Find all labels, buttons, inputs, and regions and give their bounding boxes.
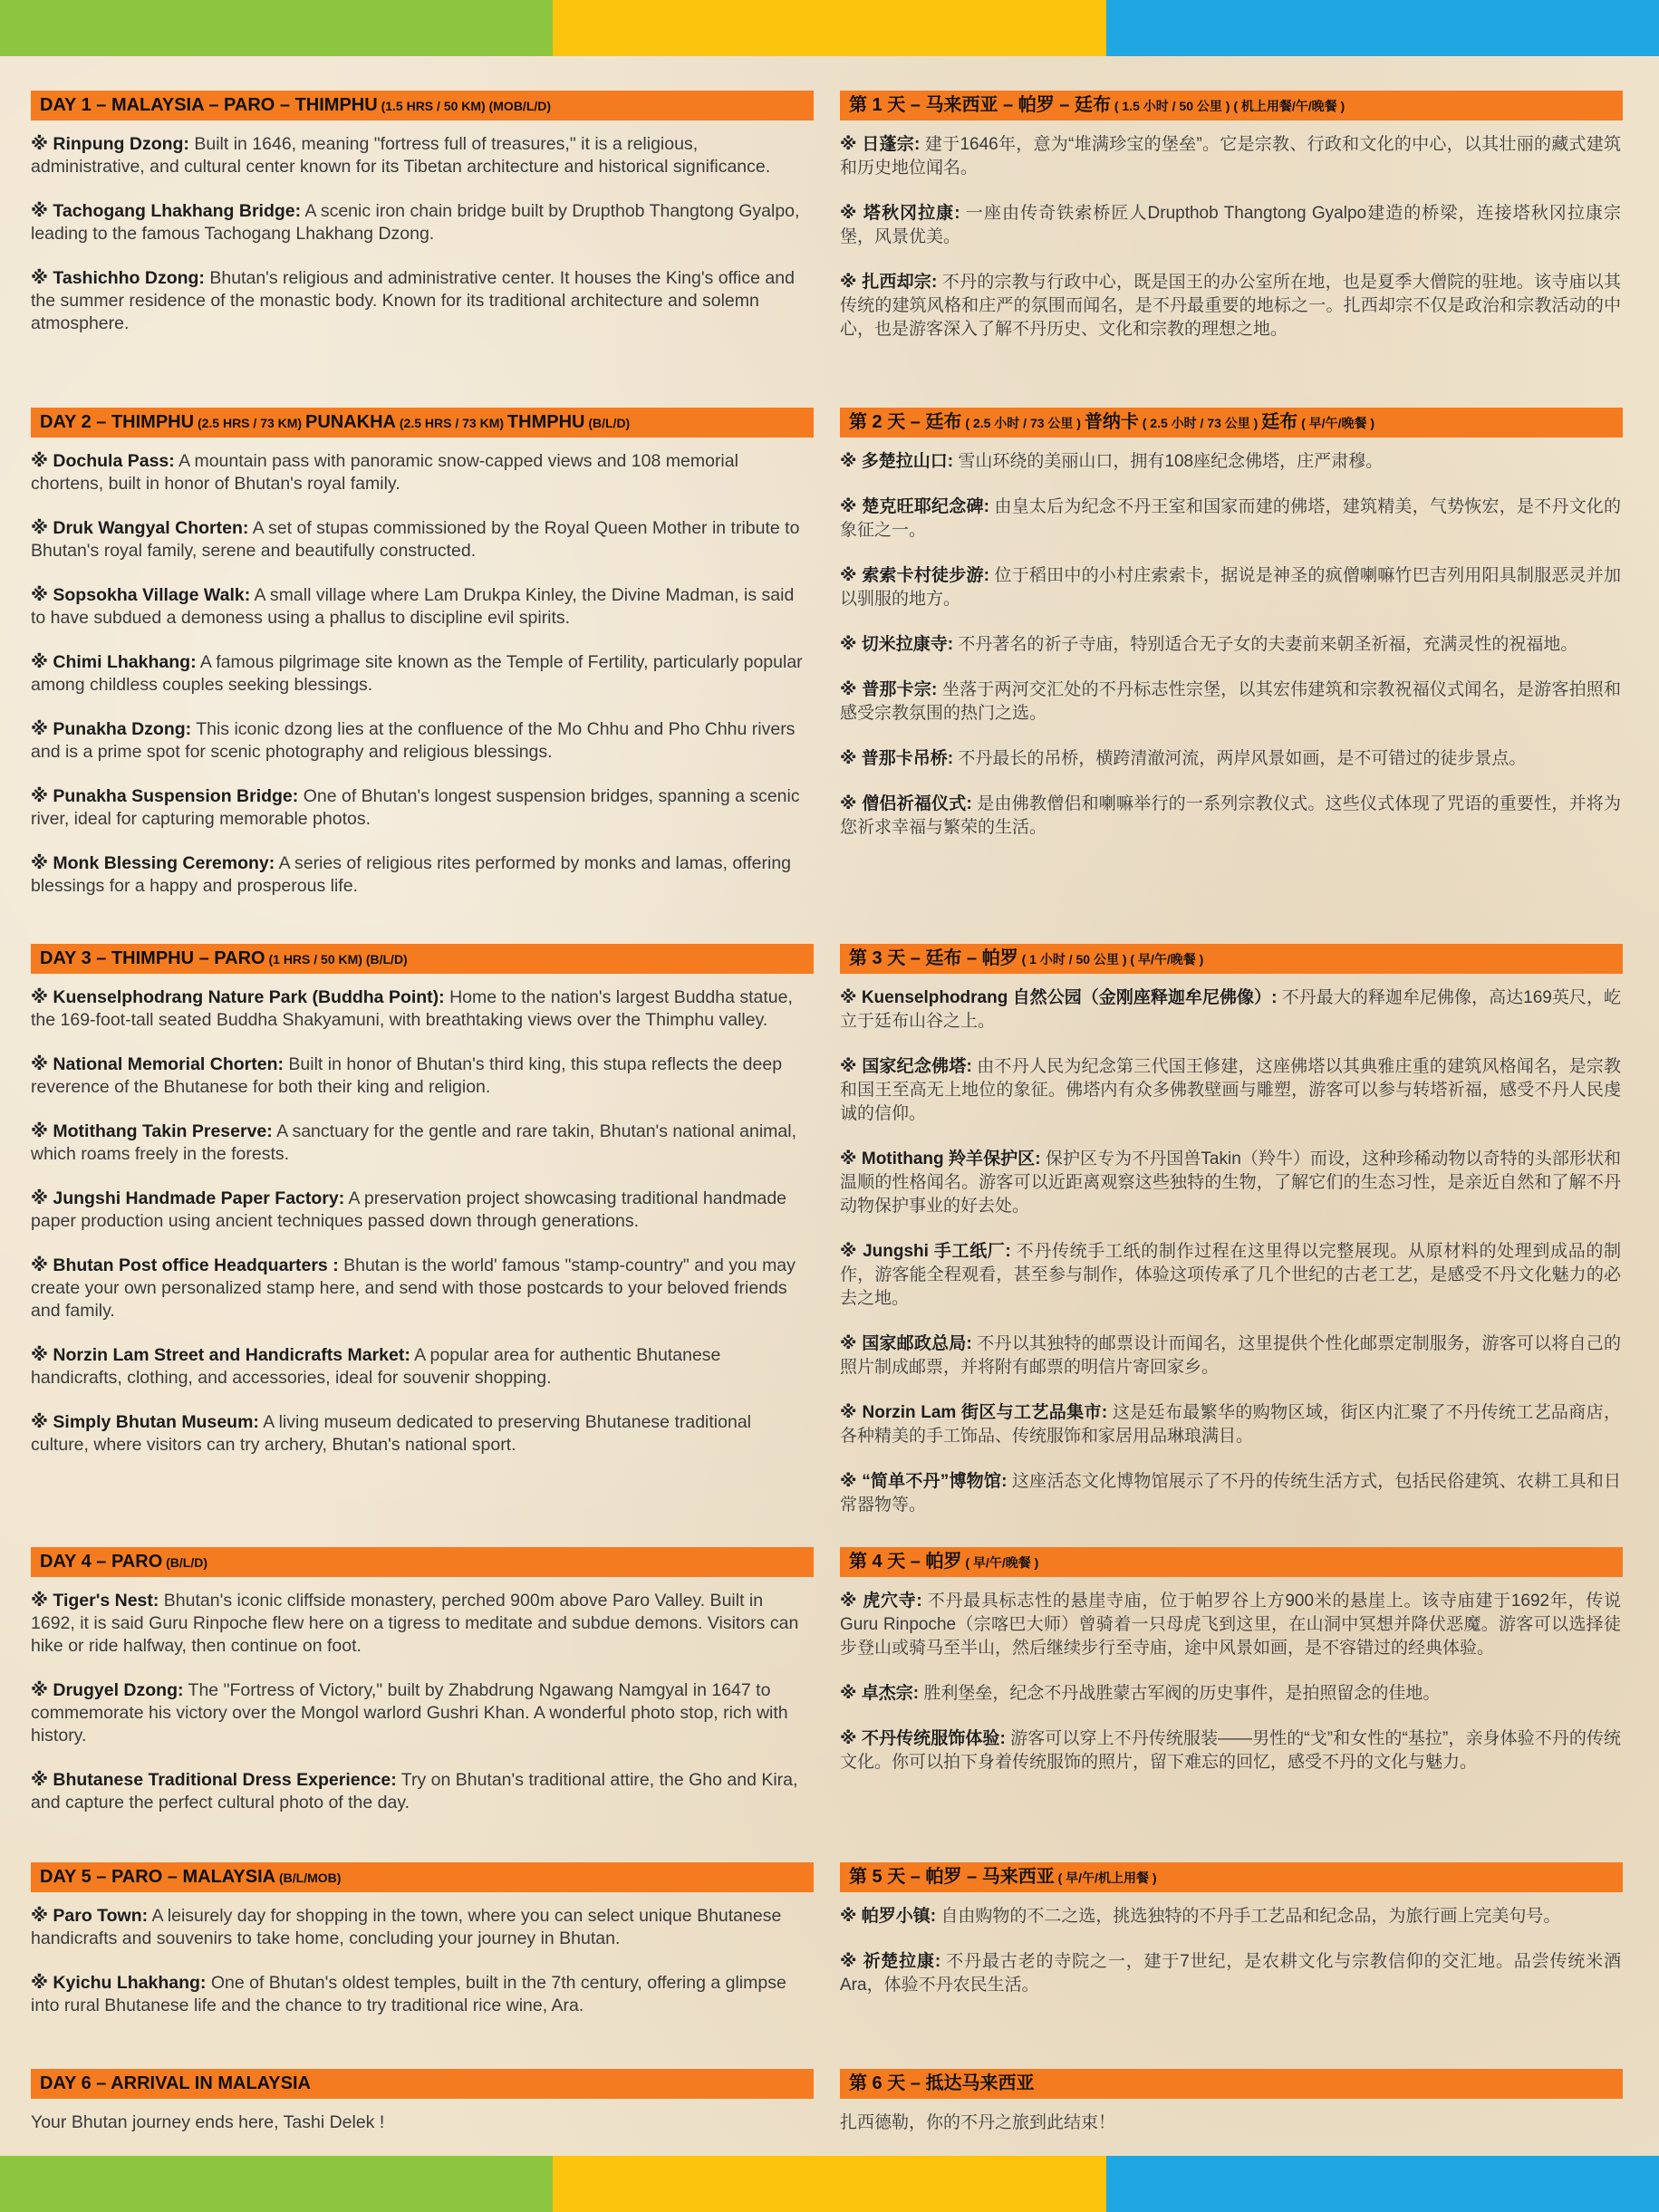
attraction-description: 不丹最大的释迦牟尼佛像，高达169英尺，屹立于廷布山谷之上。 <box>840 988 1621 1031</box>
attraction-item <box>840 271 1621 341</box>
attraction-list <box>840 2099 1623 2135</box>
day-title: DAY 1 – MALAYSIA – PARO – THIMPHU <box>40 95 378 115</box>
attraction-name: Tashichho Dzong: <box>53 268 205 288</box>
attraction-description: 雪山环绕的美丽山口，拥有108座纪念佛塔，庄严肃穆。 <box>953 452 1384 471</box>
attraction-description: 保护区专为不丹国兽Takin（羚牛）而设，这种珍稀动物以奇特的头部形状和温顺的性格闻名。游客可以近距离观察这些独特的生物，了解它们的生态习性，是亲近自然和了解不丹动物保护事业的好去处。 <box>840 1149 1622 1216</box>
attraction-description: 这是廷布最繁华的购物区域，街区内汇聚了不丹传统工艺品商店，各种精美的手工饰品、传统服饰和家居用品琳琅满目。 <box>840 1403 1622 1446</box>
reference-mark: ※ <box>840 1952 858 1971</box>
day-section <box>840 408 1623 861</box>
reference-mark: ※ <box>840 273 857 292</box>
attraction-name: 僧侣祈福仪式: <box>862 794 972 813</box>
attraction-item <box>31 785 812 831</box>
day-header-bar <box>840 91 1623 120</box>
attraction-item <box>31 267 812 335</box>
attraction-description: Built in 1646, meaning "fortress full of treasures," it is a religious, administrative, and cultural center known for its Tibetan architecture and historical significance. <box>31 134 771 177</box>
reference-mark: ※ <box>840 680 857 699</box>
attraction-description: 不丹最长的吊桥，横跨清澈河流，两岸风景如画，是不可错过的徒步景点。 <box>953 749 1527 768</box>
day-title: 第 6 天 – 抵达马来西亚 <box>849 2073 1035 2093</box>
attraction-name: 祈楚拉康: <box>863 1952 941 1971</box>
reference-mark: ※ <box>840 1149 857 1169</box>
attraction-name: Chimi Lhakhang: <box>53 652 197 672</box>
attraction-item <box>31 1188 812 1233</box>
attraction-description: 是由佛教僧侣和喇嘛举行的一系列宗教仪式。这些仪式体现了咒语的重要性，并将为您祈求幸福与繁荣的生活。 <box>840 794 1622 837</box>
attraction-item <box>31 1905 812 1950</box>
attraction-name: 日蓬宗: <box>862 135 921 154</box>
attraction-name: 国家纪念佛塔: <box>862 1057 972 1076</box>
attraction-description: Built in honor of Bhutan's third king, this stupa reflects the deep reverence of the Bhutanese for both their king and religion. <box>31 1054 783 1097</box>
attraction-name: Paro Town: <box>53 1906 149 1926</box>
day-title: 第 5 天 – 帕罗 – 马来西亚 <box>849 1867 1055 1887</box>
attraction-item <box>840 1590 1621 1660</box>
reference-mark: ※ <box>840 566 857 585</box>
reference-mark: ※ <box>31 1345 48 1365</box>
day-title: DAY 4 – PARO <box>40 1552 163 1572</box>
day-section <box>840 1547 1623 1796</box>
attraction-name: National Memorial Chorten: <box>53 1054 284 1074</box>
attraction-description: 坐落于两河交汇处的不丹标志性宗堡，以其宏伟建筑和宗教祝福仪式闻名，是游客拍照和感受宗教氛围的热门之选。 <box>840 680 1621 723</box>
attraction-list <box>840 1892 1623 1997</box>
attraction-description: One of Bhutan's oldest temples, built in the 7th century, offering a glimpse into rural Bhutanese life and the chance to try traditional rice wine, Ara. <box>31 1973 786 2015</box>
reference-mark: ※ <box>31 1188 48 1208</box>
reference-mark: ※ <box>31 652 48 672</box>
reference-mark: ※ <box>31 201 48 221</box>
attraction-item <box>840 793 1621 840</box>
day-subtitle: ( 2.5 小时 / 73 公里 ) <box>1138 416 1262 430</box>
day-header-bar <box>31 91 814 120</box>
attraction-name: Tachogang Lhakhang Bridge: <box>53 201 302 221</box>
attraction-item <box>31 1972 812 2017</box>
band-green <box>0 0 553 56</box>
attraction-item <box>840 986 1621 1034</box>
attraction-name: Kuenselphodrang 自然公园（金刚座释迦牟尼佛像）: <box>861 988 1278 1007</box>
attraction-item <box>840 1950 1621 1997</box>
attraction-description: A popular area for authentic Bhutanese handicrafts, clothing, and accessories, ideal for souvenir shopping. <box>31 1345 721 1388</box>
attraction-item <box>31 1255 812 1322</box>
attraction-description: 由皇太后为纪念不丹王室和国家而建的佛塔，建筑精美，气势恢宏，是不丹文化的象征之一。 <box>840 497 1621 540</box>
attraction-name: Kyichu Lhakhang: <box>53 1973 207 1993</box>
attraction-item <box>840 1332 1621 1380</box>
attraction-item <box>840 202 1621 249</box>
attraction-description: 位于稻田中的小村庄索索卡，据说是神圣的疯僧喇嘛竹巴吉列用阳具制服恶灵并加以驯服的地方。 <box>840 566 1621 609</box>
attraction-description: A set of stupas commissioned by the Royal Queen Mother in tribute to Bhutan's royal family, serene and beautifully constructed. <box>31 518 800 561</box>
attraction-description: 一座由传奇铁索桥匠人Drupthob Thangtong Gyalpo建造的桥梁，连接塔秋冈拉康宗堡，风景优美。 <box>840 204 1621 246</box>
attraction-item <box>31 1769 812 1814</box>
attraction-description: 不丹以其独特的邮票设计而闻名，这里提供个性化邮票定制服务，游客可以将自己的照片制成邮票，并将附有邮票的明信片寄回家乡。 <box>840 1334 1622 1377</box>
day-title: PUNAKHA <box>304 412 396 432</box>
day-header-bar <box>31 1862 814 1892</box>
day-section <box>31 944 814 1478</box>
day-header-bar <box>840 408 1623 438</box>
reference-mark: ※ <box>840 1684 857 1703</box>
attraction-item <box>31 1120 812 1166</box>
attraction-description: Bhutan's iconic cliffside monastery, perched 900m above Paro Valley. Built in 1692, it is said Guru Rinpoche flew here on a tigress to meditate and subdue demons. Visitors can hike or ride halfway, then continue on foot. <box>31 1591 799 1656</box>
attraction-name: 不丹传统服饰体验: <box>861 1729 1006 1748</box>
day-subtitle: (B/L/D) <box>584 416 631 430</box>
attraction-name: 普那卡宗: <box>862 680 938 699</box>
attraction-name: 卓杰宗: <box>861 1684 920 1703</box>
day-header-bar <box>31 1547 814 1577</box>
attraction-description: Home to the nation's largest Buddha statue, the 169-foot-tall seated Buddha Shakyamuni, with breathtaking views over the Thimphu valley. <box>31 987 793 1030</box>
top-color-band <box>0 0 1659 56</box>
attraction-description: A mountain pass with panoramic snow-capped views and 108 memorial chortens, built in honor of Bhutan's royal family. <box>31 451 738 494</box>
attraction-item <box>840 450 1621 474</box>
attraction-description: 不丹著名的祈子寺庙，特别适合无子女的夫妻前来朝圣祈福，充满灵性的祝福地。 <box>953 635 1578 654</box>
band-green <box>0 2156 553 2212</box>
attraction-list <box>31 438 814 898</box>
attraction-description: 建于1646年，意为“堆满珍宝的堡垒”。它是宗教、行政和文化的中心，以其壮丽的藏式建筑和历史地位闻名。 <box>840 135 1621 178</box>
day-title: DAY 6 – ARRIVAL IN MALAYSIA <box>40 2073 311 2093</box>
attraction-description: A scenic iron chain bridge built by Drupthob Thangtong Gyalpo, leading to the famous Tachogang Lhakhang Dzong. <box>31 201 800 244</box>
attraction-item <box>31 450 812 495</box>
day-title: DAY 2 – THIMPHU <box>40 412 195 432</box>
attraction-name: Punakha Suspension Bridge: <box>53 786 299 806</box>
attraction-list <box>840 974 1623 1517</box>
reference-mark: ※ <box>31 853 48 873</box>
day-subtitle: (1.5 HRS / 50 KM) (MOB/L/D) <box>377 99 552 113</box>
attraction-list <box>31 1577 814 1814</box>
reference-mark: ※ <box>840 1403 857 1422</box>
reference-mark: ※ <box>840 1729 857 1748</box>
attraction-description: A living museum dedicated to preserving Bhutanese traditional culture, where visitors can try archery, Bhutan's national sport. <box>31 1412 751 1455</box>
attraction-name: 切米拉康寺: <box>861 635 954 654</box>
day-subtitle: (B/L/D) <box>162 1555 208 1570</box>
day-header-bar <box>31 408 814 438</box>
reference-mark: ※ <box>840 988 857 1007</box>
attraction-list <box>840 1577 1623 1774</box>
attraction-item <box>31 1590 812 1658</box>
day-subtitle: ( 早/午/晚餐 ) <box>961 1555 1039 1570</box>
attraction-name: Drugyel Dzong: <box>53 1680 184 1700</box>
reference-mark: ※ <box>31 585 48 605</box>
reference-mark: ※ <box>840 497 857 516</box>
attraction-item <box>840 1401 1621 1448</box>
attraction-description: Try on Bhutan's traditional attire, the Gho and Kira, and capture the perfect cultural photo of the day. <box>31 1770 798 1813</box>
reference-mark: ※ <box>31 1591 48 1611</box>
attraction-description: 由不丹人民为纪念第三代国王修建，这座佛塔以其典雅庄重的建筑风格闻名，是宗教和国王至高无上地位的象征。佛塔内有众多佛教壁画与雕塑，游客可以参与转塔祈福，感受不丹人民虔诚的信仰。 <box>840 1057 1622 1123</box>
attraction-item <box>840 678 1621 726</box>
attraction-item <box>840 747 1621 771</box>
reference-mark: ※ <box>840 1334 857 1353</box>
day-title: 廷布 <box>1261 412 1298 432</box>
reference-mark: ※ <box>31 134 48 154</box>
day-section <box>31 2069 814 2156</box>
attraction-list <box>31 2099 814 2134</box>
reference-mark: ※ <box>840 1907 857 1926</box>
attraction-name: Punakha Dzong: <box>53 719 192 739</box>
attraction-name: 楚克旺耶纪念碑: <box>862 497 990 516</box>
reference-mark: ※ <box>840 452 857 471</box>
day-subtitle: (1 HRS / 50 KM) (B/L/D) <box>265 952 408 967</box>
attraction-name: Jungshi Handmade Paper Factory: <box>53 1188 345 1208</box>
attraction-name: Bhutanese Traditional Dress Experience: <box>53 1770 397 1790</box>
day-title: 第 2 天 – 廷布 <box>849 412 962 432</box>
attraction-name: Motithang Takin Preserve: <box>53 1121 273 1141</box>
attraction-description: Bhutan is the world' famous "stamp-country" and you may create your own personalized stamp here, and send with those postcards to your beloved friends and family. <box>31 1255 796 1321</box>
day-subtitle: (2.5 HRS / 73 KM) <box>194 416 305 430</box>
reference-mark: ※ <box>840 1242 858 1261</box>
band-yellow <box>553 0 1105 56</box>
attraction-name: Jungshi 手工纸厂: <box>863 1242 1011 1261</box>
day-title: 第 1 天 – 马来西亚 – 帕罗 – 廷布 <box>849 95 1111 115</box>
attraction-description: 不丹传统手工纸的制作过程在这里得以完整展现。从原材料的处理到成品的制作，游客能全程观看，甚至参与制作，体验这项传承了几个世纪的古老工艺，是感受不丹文化魅力的必去之地。 <box>840 1242 1622 1308</box>
attraction-description: One of Bhutan's longest suspension bridges, spanning a scenic river, ideal for capturing memorable photos. <box>31 786 800 829</box>
reference-mark: ※ <box>840 794 857 813</box>
attraction-item <box>31 200 812 245</box>
attraction-name: Bhutan Post office Headquarters : <box>53 1255 339 1275</box>
reference-mark: ※ <box>840 635 857 654</box>
attraction-item <box>31 517 812 563</box>
bottom-color-band <box>0 2156 1659 2212</box>
attraction-name: Monk Blessing Ceremony: <box>53 853 275 873</box>
reference-mark: ※ <box>31 1906 48 1926</box>
closing-message: Your Bhutan journey ends here, Tashi Delek ! <box>31 2112 385 2132</box>
attraction-name: 虎穴寺: <box>863 1592 922 1611</box>
attraction-list <box>840 120 1623 341</box>
day-section <box>840 1862 1623 2019</box>
day-title: DAY 3 – THIMPHU – PARO <box>40 948 265 968</box>
attraction-item <box>840 495 1621 543</box>
attraction-name: Tiger's Nest: <box>53 1591 159 1611</box>
attraction-name: 国家邮政总局: <box>862 1334 972 1353</box>
band-blue <box>1106 2156 1659 2212</box>
day-section <box>31 1862 814 2039</box>
day-subtitle: ( 1.5 小时 / 50 公里 ) ( 机上用餐/午/晚餐 ) <box>1110 99 1346 113</box>
attraction-name: Rinpung Dzong: <box>53 134 189 154</box>
attraction-name: Norzin Lam Street and Handicrafts Market: <box>53 1345 410 1365</box>
attraction-item <box>31 133 812 178</box>
day-header-bar <box>840 944 1623 974</box>
attraction-list <box>31 120 814 335</box>
attraction-name: “简单不丹”博物馆: <box>862 1472 1008 1491</box>
reference-mark: ※ <box>31 1121 48 1141</box>
band-yellow <box>553 2156 1105 2212</box>
day-header-bar <box>840 1862 1623 1892</box>
attraction-item <box>840 564 1621 611</box>
attraction-description: A preservation project showcasing traditional handmade paper production using ancient techniques passed down through generations. <box>31 1188 787 1231</box>
attraction-item <box>840 1727 1621 1774</box>
attraction-item <box>840 1905 1621 1928</box>
day-subtitle: ( 早/午/晚餐 ) <box>1297 416 1375 430</box>
reference-mark: ※ <box>31 1680 48 1700</box>
attraction-item <box>31 651 812 697</box>
attraction-item <box>840 1682 1621 1706</box>
attraction-description: A leisurely day for shopping in the town, where you can select unique Bhutanese handicrafts and souvenirs to take home, concluding your journey in Bhutan. <box>31 1906 782 1948</box>
reference-mark: ※ <box>31 268 48 288</box>
attraction-description: 不丹的宗教与行政中心，既是国王的办公室所在地，也是夏季大僧院的驻地。该寺庙以其传统的建筑风格和庄严的氛围而闻名，是不丹最重要的地标之一。扎西却宗不仅是政治和宗教活动的中心，也是游客深入了解不丹历史、文化和宗教的理想之地。 <box>840 273 1621 339</box>
day-title: DAY 5 – PARO – MALAYSIA <box>40 1867 276 1887</box>
attraction-description: A small village where Lam Drukpa Kinley, the Divine Madman, is said to have subdued a demoness using a phallus to discipline evil spirits. <box>31 585 795 628</box>
day-section <box>31 408 814 919</box>
reference-mark: ※ <box>31 719 48 739</box>
reference-mark: ※ <box>840 135 857 154</box>
closing-message: 扎西德勒，你的不丹之旅到此结束！ <box>840 2113 1116 2132</box>
attraction-description: 游客可以穿上不丹传统服装——男性的“戈”和女性的“基拉”，亲身体验不丹的传统文化。你可以拍下身着传统服饰的照片，留下难忘的回忆，感受不丹的文化与魅力。 <box>840 1729 1622 1772</box>
reference-mark: ※ <box>840 1592 858 1611</box>
reference-mark: ※ <box>31 987 48 1007</box>
attraction-name: 索索卡村徒步游: <box>862 566 990 585</box>
reference-mark: ※ <box>840 1472 857 1491</box>
attraction-item <box>840 1055 1621 1126</box>
reference-mark: ※ <box>31 1054 48 1074</box>
reference-mark: ※ <box>840 749 857 768</box>
attraction-list <box>31 1892 814 2017</box>
day-title: 普纳卡 <box>1084 412 1139 432</box>
attraction-item <box>31 1053 812 1099</box>
attraction-item <box>31 1344 812 1390</box>
band-blue <box>1106 0 1659 56</box>
day-header-bar <box>840 2069 1623 2099</box>
attraction-description: A famous pilgrimage site known as the Temple of Fertility, particularly popular among childless couples seeking blessings. <box>31 652 803 695</box>
attraction-description: 胜利堡垒，纪念不丹战胜蒙古军阀的历史事件，是拍照留念的佳地。 <box>919 1684 1441 1703</box>
day-section <box>31 91 814 357</box>
attraction-description: 自由购物的不二之选，挑选独特的不丹手工艺品和纪念品，为旅行画上完美句号。 <box>936 1907 1561 1926</box>
attraction-name: 帕罗小镇: <box>861 1907 937 1926</box>
reference-mark: ※ <box>31 1255 48 1275</box>
day-section <box>840 91 1623 363</box>
attraction-description: 不丹最古老的寺院之一，建于7世纪，是农耕文化与宗教信仰的交汇地。品尝传统米酒Ara，体验不丹农民生活。 <box>840 1952 1621 1995</box>
attraction-name: Druk Wangyal Chorten: <box>53 518 249 538</box>
attraction-list <box>840 438 1623 840</box>
attraction-item <box>31 584 812 630</box>
attraction-name: 塔秋冈拉康: <box>863 204 960 223</box>
attraction-description: 不丹最具标志性的悬崖寺庙，位于帕罗谷上方900米的悬崖上。该寺庙建于1692年，传说 Guru Rinpoche（宗喀巴大师）曾骑着一只母虎飞到这里，在山洞中冥想并降伏恶魔。游客可以选择徒步登山或骑马至半山，然后继续步行至寺庙，途中风景如画，是不容错过的经典体验。 <box>840 1592 1622 1658</box>
day-section <box>840 944 1623 1539</box>
day-section <box>31 1547 814 1836</box>
attraction-description: A sanctuary for the gentle and rare takin, Bhutan's national animal, which roams freely in the forests. <box>31 1121 797 1164</box>
attraction-name: Simply Bhutan Museum: <box>53 1412 259 1432</box>
attraction-item <box>31 852 812 898</box>
reference-mark: ※ <box>840 1057 857 1076</box>
day-section <box>840 2069 1623 2157</box>
day-subtitle: ( 2.5 小时 / 73 公里 ) <box>961 416 1085 430</box>
attraction-name: Dochula Pass: <box>53 451 175 471</box>
attraction-item <box>840 1470 1621 1517</box>
day-subtitle: (2.5 HRS / 73 KM) <box>395 416 507 430</box>
reference-mark: ※ <box>31 1770 48 1790</box>
attraction-name: Motithang 羚羊保护区: <box>861 1149 1041 1169</box>
attraction-item <box>31 986 812 1032</box>
attraction-name: Sopsokha Village Walk: <box>53 585 251 605</box>
attraction-name: 多楚拉山口: <box>861 452 954 471</box>
attraction-item <box>840 1148 1621 1218</box>
reference-mark: ※ <box>840 204 858 223</box>
attraction-description: This iconic dzong lies at the confluence of the Mo Chhu and Pho Chhu rivers and is a prime spot for scenic photography and religious blessings. <box>31 719 796 762</box>
reference-mark: ※ <box>31 1412 48 1432</box>
attraction-name: 扎西却宗: <box>862 273 938 292</box>
day-title: 第 3 天 – 廷布 – 帕罗 <box>849 948 1018 968</box>
attraction-name: 普那卡吊桥: <box>861 749 954 768</box>
attraction-list <box>31 974 814 1457</box>
attraction-name: Norzin Lam 街区与工艺品集市: <box>862 1403 1108 1422</box>
day-header-bar <box>840 1547 1623 1577</box>
day-header-bar <box>31 944 814 974</box>
attraction-item <box>840 133 1621 180</box>
attraction-description: 这座活态文化博物馆展示了不丹的传统生活方式，包括民俗建筑、农耕工具和日常器物等。 <box>840 1472 1622 1515</box>
day-subtitle: ( 早/午/机上用餐 ) <box>1054 1871 1157 1885</box>
reference-mark: ※ <box>31 518 48 538</box>
reference-mark: ※ <box>31 786 48 806</box>
attraction-description: Bhutan's religious and administrative center. It houses the King's office and the summer residence of the monastic body. Known for its traditional architecture and solemn atmosphere. <box>31 268 795 333</box>
attraction-description: The "Fortress of Victory," built by Zhabdrung Ngawang Namgyal in 1647 to commemorate his victory over the Mongol warlord Gushri Khan. A wonderful photo stop, rich with history. <box>31 1680 788 1746</box>
attraction-item <box>840 633 1621 657</box>
attraction-item <box>31 718 812 764</box>
day-header-bar <box>31 2069 814 2099</box>
day-subtitle: (B/L/MOB) <box>275 1871 342 1885</box>
day-subtitle: ( 1 小时 / 50 公里 ) ( 早/午/晚餐 ) <box>1018 952 1204 967</box>
attraction-name: Kuenselphodrang Nature Park (Buddha Point): <box>53 987 445 1007</box>
attraction-description: A series of religious rites performed by monks and lamas, offering blessings for a happy and prosperous life. <box>31 853 792 896</box>
attraction-item <box>31 1679 812 1747</box>
day-title: THMPHU <box>506 412 585 432</box>
reference-mark: ※ <box>31 1973 48 1993</box>
day-title: 第 4 天 – 帕罗 <box>849 1552 962 1572</box>
reference-mark: ※ <box>31 451 48 471</box>
attraction-item <box>31 1411 812 1457</box>
attraction-item <box>840 1240 1621 1311</box>
